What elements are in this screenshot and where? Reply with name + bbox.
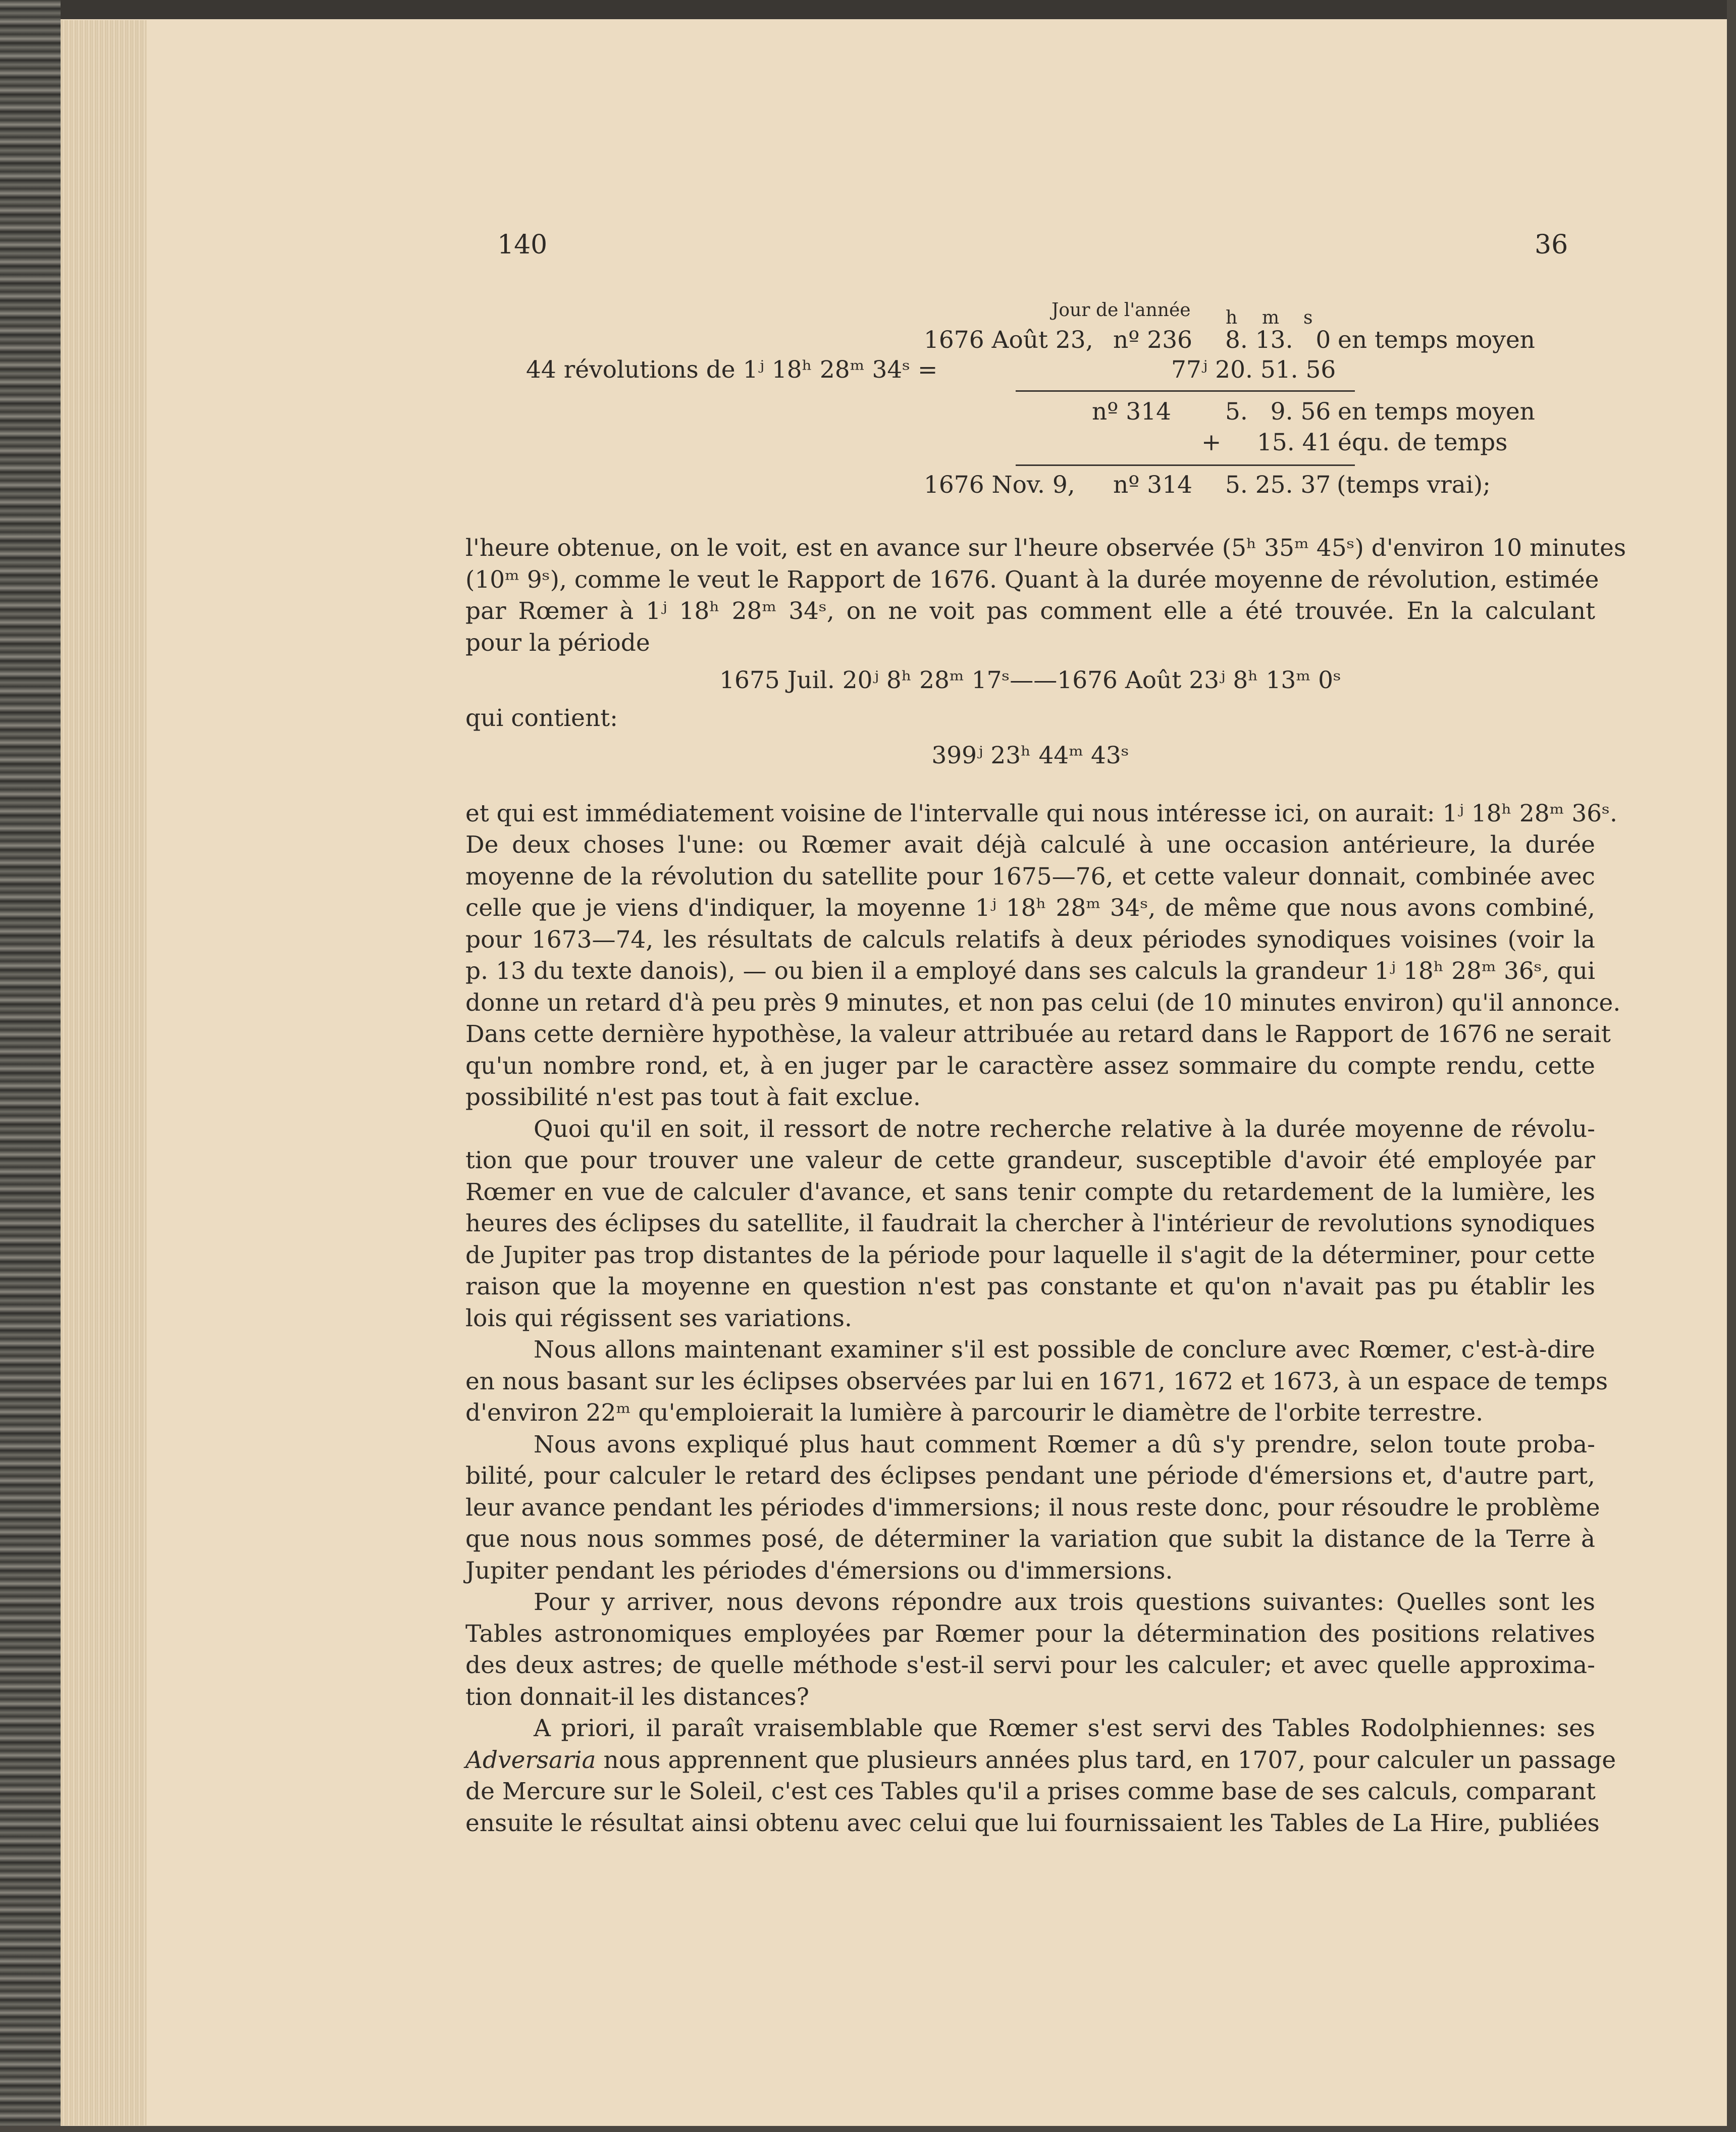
text-line: Nous avons expliqué plus haut comment Rœmer a dû s'y prendre, selon toute proba- <box>534 1430 1595 1459</box>
text-line: pour 1673—74, les résultats de calculs relatifs à deux périodes synodiques voisines (voir la <box>465 925 1595 954</box>
col-header-h: h <box>1226 307 1238 328</box>
row1-note: en temps moyen <box>1338 326 1535 354</box>
text-line: Rœmer en vue de calculer d'avance, et sans tenir compte du retardement de la lumière, les <box>465 1178 1595 1206</box>
row1-date: 1676 Août 23, <box>924 326 1093 354</box>
col-header-day: Jour de l'année <box>1051 300 1191 321</box>
formula-interval: 399ʲ 23ʰ 44ᵐ 43ˢ <box>931 742 1129 769</box>
italic-title: Adversaria <box>465 1746 596 1774</box>
row5-number: nº 314 <box>1113 471 1193 499</box>
text-line: p. 13 du texte danois), — ou bien il a employé dans ses calculs la grandeur 1ʲ 18ʰ 28ᵐ 36ˢ, qui <box>465 957 1595 985</box>
row3-number: nº 314 <box>1092 398 1172 426</box>
row5-note: (temps vrai); <box>1337 471 1491 499</box>
text-line: tion que pour trouver une valeur de cette grandeur, susceptible d'avoir été employée par <box>465 1147 1595 1174</box>
page-right-edge <box>1727 0 1736 2132</box>
text-line: Tables astronomiques employées par Rœmer pour la détermination des positions relatives <box>465 1620 1595 1648</box>
text-line: l'heure obtenue, on le voit, est en avance sur l'heure observée (5ʰ 35ᵐ 45ˢ) d'environ 10 minutes <box>465 534 1626 562</box>
text-line: celle que je viens d'indiquer, la moyenne 1ʲ 18ʰ 28ᵐ 34ˢ, de même que nous avons combiné, <box>465 894 1595 922</box>
row1-number: nº 236 <box>1113 326 1193 354</box>
col-header-s: s <box>1303 307 1313 328</box>
row4-time: 15. 41 <box>1257 429 1333 456</box>
text-line: ensuite le résultat ainsi obtenu avec celui que lui fournissaient les Tables de La Hire, publiées <box>465 1809 1600 1837</box>
text-line: heures des éclipses du satellite, il faudrait la chercher à l'intérieur de revolutions synodiques <box>465 1210 1595 1237</box>
text-line: Dans cette dernière hypothèse, la valeur attribuée au retard dans le Rapport de 1676 ne serait <box>465 1020 1611 1048</box>
text-line: Quoi qu'il en soit, il ressort de notre recherche relative à la durée moyenne de révolu- <box>534 1115 1595 1143</box>
text-line: raison que la moyenne en question n'est pas constante et qu'on n'avait pas pu établir les <box>465 1273 1595 1301</box>
text-line: tion donnait-il les distances? <box>465 1683 809 1711</box>
book-binding <box>0 0 61 2132</box>
section-number: 36 <box>1535 230 1568 260</box>
row4-sign: + <box>1201 429 1222 456</box>
page-top-edge <box>0 0 1736 19</box>
text-line: d'environ 22ᵐ qu'emploierait la lumière à parcourir le diamètre de l'orbite terrestre. <box>465 1399 1484 1427</box>
row5-date: 1676 Nov. 9, <box>924 471 1075 499</box>
body-text <box>465 533 1626 1839</box>
col-header-m: m <box>1262 307 1280 328</box>
page-number: 140 <box>497 230 548 260</box>
text-line: de Mercure sur le Soleil, c'est ces Tables qu'il a prises comme base de ses calculs, comparant <box>465 1778 1596 1805</box>
text-line-rest: nous apprennent que plusieurs années plus tard, en 1707, pour calculer un passage <box>603 1746 1616 1774</box>
row4-note: équ. de temps <box>1338 429 1508 456</box>
text-line: moyenne de la révolution du satellite pour 1675—76, et cette valeur donnait, combinée avec <box>465 862 1595 891</box>
row2-value: 77ʲ 20. 51. 56 <box>1171 356 1336 384</box>
text-line: possibilité n'est pas tout à fait exclue. <box>465 1083 921 1111</box>
row3-note: en temps moyen <box>1338 398 1535 426</box>
text-line: A priori, il paraît vraisemblable que Rœmer s'est servi des Tables Rodolphiennes: ses <box>534 1714 1595 1742</box>
row2-label: 44 révolutions de 1ʲ 18ʰ 28ᵐ 34ˢ = <box>526 356 938 384</box>
text-line: leur avance pendant les périodes d'immersions; il nous reste donc, pour résoudre le problème <box>465 1493 1600 1522</box>
text-line: et qui est immédiatement voisine de l'intervalle qui nous intéresse ici, on aurait: 1ʲ 18ʰ 28ᵐ 36ˢ. <box>465 799 1617 827</box>
page-edges <box>61 20 146 2125</box>
text-line: lois qui régissent ses variations. <box>465 1304 852 1332</box>
text-line: pour la période <box>465 629 650 657</box>
text-line: qui contient: <box>465 704 618 732</box>
table-rule-1 <box>1016 390 1355 392</box>
text-line: des deux astres; de quelle méthode s'est-il servi pour les calculer; et avec quelle approxima- <box>465 1651 1595 1679</box>
text-line: Nous allons maintenant examiner s'il est possible de conclure avec Rœmer, c'est-à-dire <box>534 1336 1595 1364</box>
text-line: Pour y arriver, nous devons répondre aux trois questions suivantes: Quelles sont les <box>534 1588 1595 1616</box>
table-rule-2 <box>1016 464 1355 466</box>
text-line: Jupiter pendant les périodes d'émersions ou d'immersions. <box>465 1556 1173 1585</box>
row3-time: 5. 9. 56 <box>1225 398 1331 426</box>
text-line: donne un retard d'à peu près 9 minutes, et non pas celui (de 10 minutes environ) qu'il annonce. <box>465 989 1621 1017</box>
text-line: (10ᵐ 9ˢ), comme le veut le Rapport de 1676. Quant à la durée moyenne de révolution, estimée <box>465 565 1599 594</box>
formula-period: 1675 Juil. 20ʲ 8ʰ 28ᵐ 17ˢ——1676 Août 23ʲ 8ʰ 13ᵐ 0ˢ <box>719 666 1341 694</box>
text-line: en nous basant sur les éclipses observées par lui en 1671, 1672 et 1673, à un espace de temps <box>465 1367 1608 1395</box>
text-line <box>465 1745 1616 1777</box>
text-line: de Jupiter pas trop distantes de la période pour laquelle il s'agit de la déterminer, pour cette <box>465 1241 1595 1269</box>
text-line: bilité, pour calculer le retard des éclipses pendant une période d'émersions et, d'autre part, <box>465 1462 1595 1490</box>
row5-time: 5. 25. 37 <box>1225 471 1331 499</box>
text-line: par Rœmer à 1ʲ 18ʰ 28ᵐ 34ˢ, on ne voit pas comment elle a été trouvée. En la calculant <box>465 597 1595 625</box>
row1-time: 8. 13. 0 <box>1225 326 1331 354</box>
text-line: De deux choses l'une: ou Rœmer avait déjà calculé à une occasion antérieure, la durée <box>465 831 1595 859</box>
page-bottom-edge <box>0 2126 1736 2132</box>
text-line: qu'un nombre rond, et, à en juger par le caractère assez sommaire du compte rendu, cette <box>465 1052 1595 1080</box>
text-line: que nous nous sommes posé, de déterminer la variation que subit la distance de la Terre à <box>465 1525 1595 1553</box>
